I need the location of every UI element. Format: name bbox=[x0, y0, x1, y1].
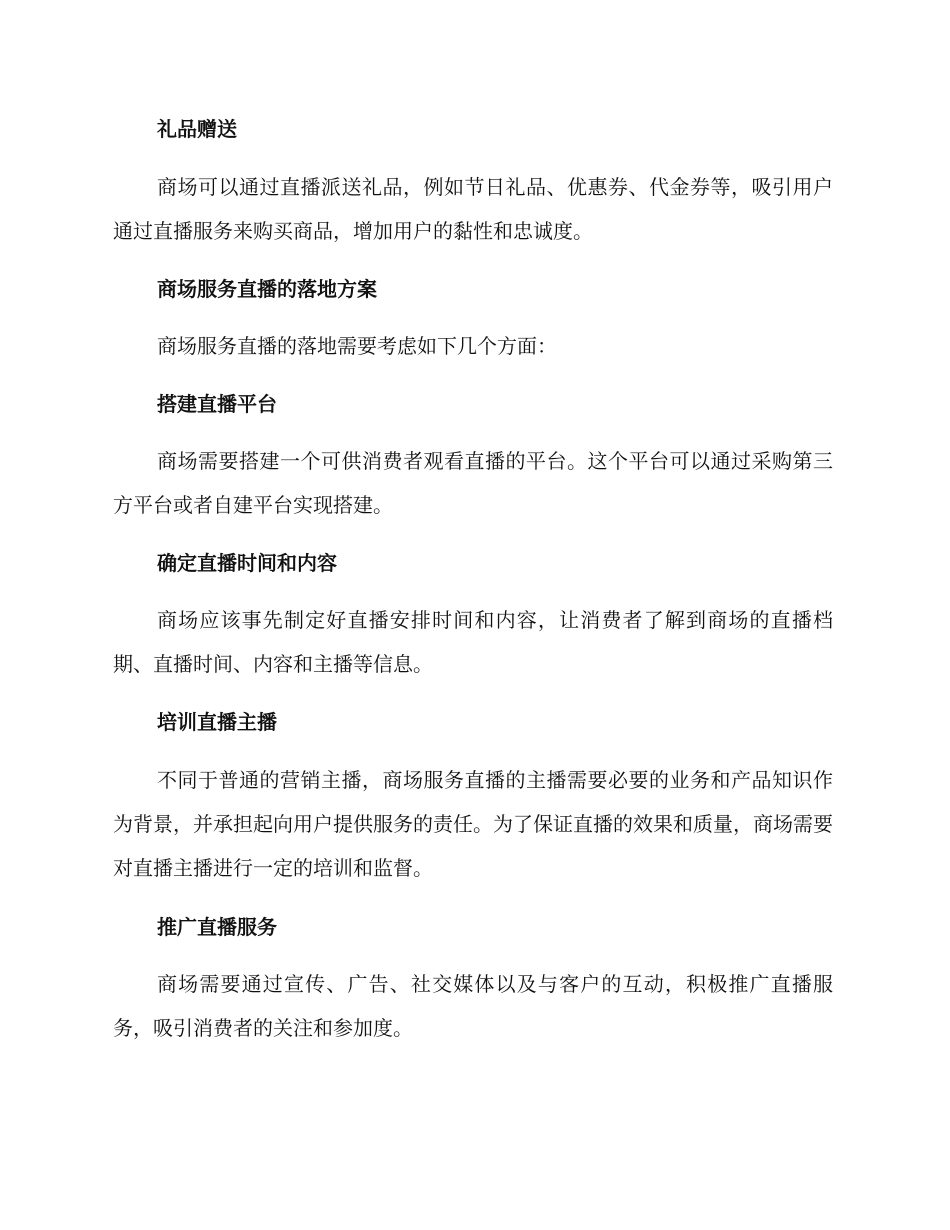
section-paragraph-gift: 商场可以通过直播派送礼品，例如节日礼品、优惠券、代金券等，吸引用户通过直播服务来购买商品，增加用户的黏性和忠诚度。 bbox=[113, 175, 833, 243]
section-heading-platform: 搭建直播平台 bbox=[157, 392, 277, 416]
section-heading-training: 培训直播主播 bbox=[157, 710, 277, 734]
section-paragraph-promotion: 商场需要通过宣传、广告、社交媒体以及与客户的互动，积极推广直播服务，吸引消费者的关注和参加度。 bbox=[113, 972, 833, 1040]
section-heading-schedule: 确定直播时间和内容 bbox=[157, 551, 337, 575]
section-paragraph-training: 不同于普通的营销主播，商场服务直播的主播需要必要的业务和产品知识作为背景，并承担起向用户提供服务的责任。为了保证直播的效果和质量，商场需要对直播主播进行一定的培训和监督。 bbox=[113, 768, 833, 880]
section-heading-promotion: 推广直播服务 bbox=[157, 915, 277, 939]
section-paragraph-schedule: 商场应该事先制定好直播安排时间和内容，让消费者了解到商场的直播档期、直播时间、内容和主播等信息。 bbox=[113, 608, 833, 676]
section-paragraph-platform: 商场需要搭建一个可供消费者观看直播的平台。这个平台可以通过采购第三方平台或者自建平台实现搭建。 bbox=[113, 449, 833, 517]
section-heading-gift: 礼品赠送 bbox=[157, 117, 237, 141]
section-paragraph-landing-plan: 商场服务直播的落地需要考虑如下几个方面： bbox=[157, 334, 557, 358]
section-heading-landing-plan: 商场服务直播的落地方案 bbox=[157, 277, 377, 301]
